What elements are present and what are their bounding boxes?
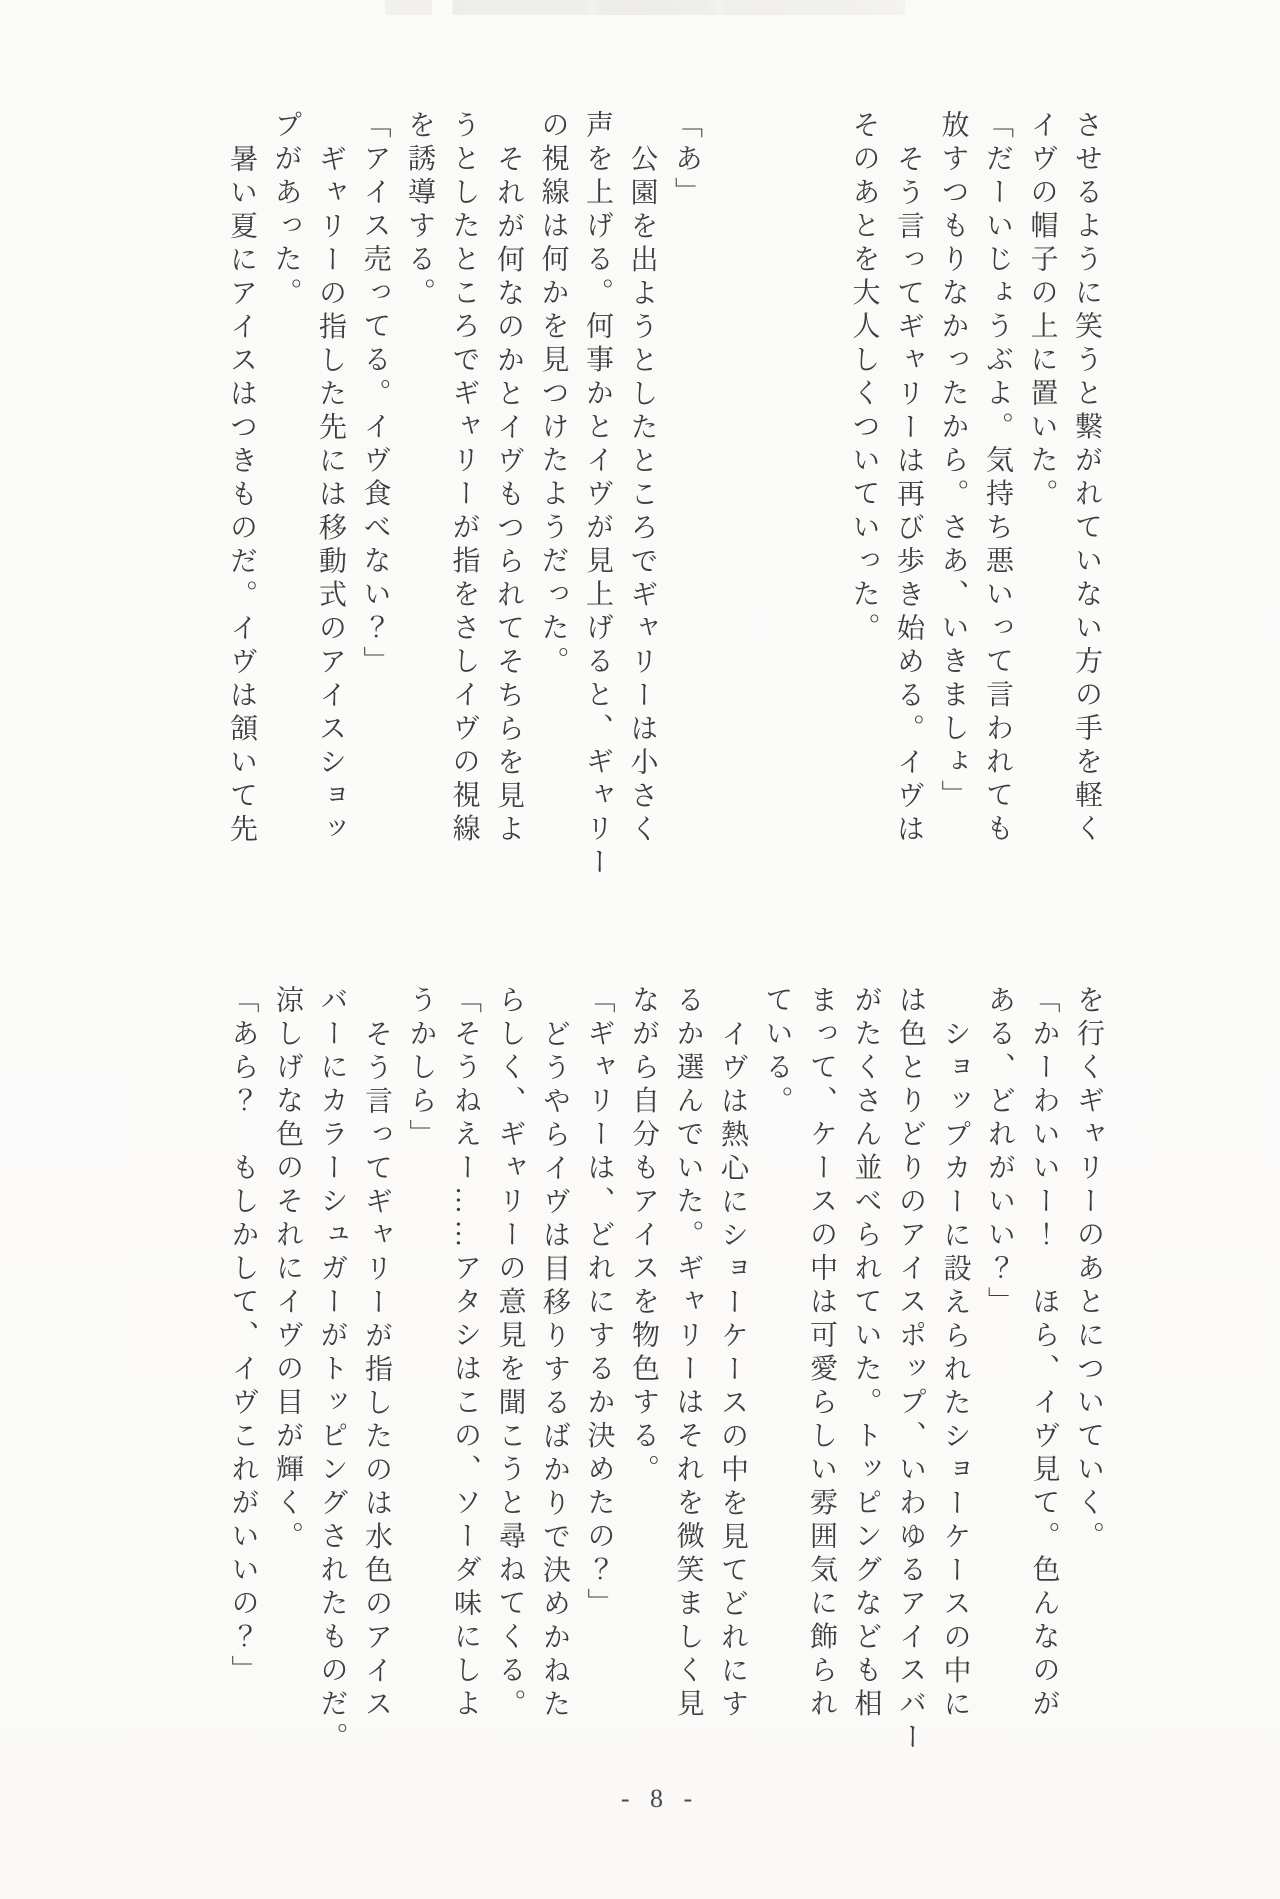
text-column: るか選んでいた。ギャリーはそれを微笑ましく見 — [672, 985, 704, 1722]
text-column: ている。 — [761, 985, 793, 1119]
text-column: 放すつもりなかったから。さあ、いきましょ」 — [937, 110, 969, 814]
text-column: どうやらイヴは目移りするばかりで決めかねた — [539, 1019, 570, 1723]
text-column: 「あら？ もしかして、イヴこれがいいの？」 — [227, 985, 259, 1689]
text-column: 公園を出ようとしたところでギャリーは小さく — [626, 144, 658, 848]
text-column: そのあとを大人しくついていった。 — [848, 110, 880, 646]
text-column: 「そうねえー……アタシはこの、ソーダ味にしよ — [450, 985, 481, 1722]
text-column: プがあった。 — [270, 110, 302, 311]
text-column: させるように笑うと繋がれていない方の手を軽く — [1071, 110, 1102, 847]
page-number: - 8 - — [620, 1784, 700, 1813]
text-column: の視線は何かを見つけたようだった。 — [537, 110, 569, 680]
text-column: うかしら」 — [405, 985, 437, 1153]
text-column: まって、ケースの中は可愛らしい雰囲気に飾られ — [806, 985, 837, 1722]
text-column: 「だーいじょうぶよ。気持ち悪いって言われても — [982, 110, 1013, 847]
text-column: そう言ってギャリーは再び歩き始める。イヴは — [893, 144, 924, 848]
scan-artifact-top — [385, 0, 905, 15]
text-column: 「あ」 — [671, 110, 702, 211]
text-column: そう言ってギャリーが指したのは水色のアイス — [361, 1019, 392, 1723]
text-column: イヴは熱心にショーケースの中を見てどれにす — [717, 1019, 748, 1723]
text-column: ギャリーの指した先には移動式のアイスショッ — [315, 144, 346, 848]
text-column: イヴの帽子の上に置いた。 — [1026, 110, 1058, 512]
text-column: ある、どれがいい？」 — [984, 985, 1015, 1320]
text-block-lower — [220, 985, 1110, 1760]
text-column: を誘導する。 — [404, 110, 435, 311]
text-column: 暑い夏にアイスはつきものだ。イヴは頷いて先 — [226, 144, 257, 848]
text-column: うとしたところでギャリーが指をさしイヴの視線 — [448, 110, 480, 847]
text-column: 声を上げる。何事かとイヴが見上げると、ギャリー — [582, 110, 613, 881]
text-column: 「かーわいいー！ ほら、イヴ見て。色んなのが — [1028, 985, 1060, 1722]
text-column: 「ギャリーは、どれにするか決めたの？」 — [583, 985, 615, 1622]
text-column: 「アイス売ってる。イヴ食べない？」 — [359, 110, 391, 680]
text-column: は色とりどりのアイスポップ、いわゆるアイスバー — [895, 985, 926, 1756]
text-column: 涼しげな色のそれにイヴの目が輝く。 — [272, 985, 303, 1555]
text-block-upper — [219, 110, 1109, 885]
text-column: がたくさん並べられていた。トッピングなども相 — [850, 985, 882, 1722]
text-column: それが何なのかとイヴもつられてそちらを見よ — [493, 144, 524, 848]
text-column: ながら自分もアイスを物色する。 — [628, 985, 659, 1488]
text-column: らしく、ギャリーの意見を聞こうと尋ねてくる。 — [494, 985, 526, 1722]
text-column: バーにカラーシュガーがトッピングされたものだ。 — [316, 985, 348, 1756]
text-column: ショップカーに設えられたショーケースの中に — [939, 1019, 971, 1723]
text-column: を行くギャリーのあとについていく。 — [1073, 985, 1104, 1555]
